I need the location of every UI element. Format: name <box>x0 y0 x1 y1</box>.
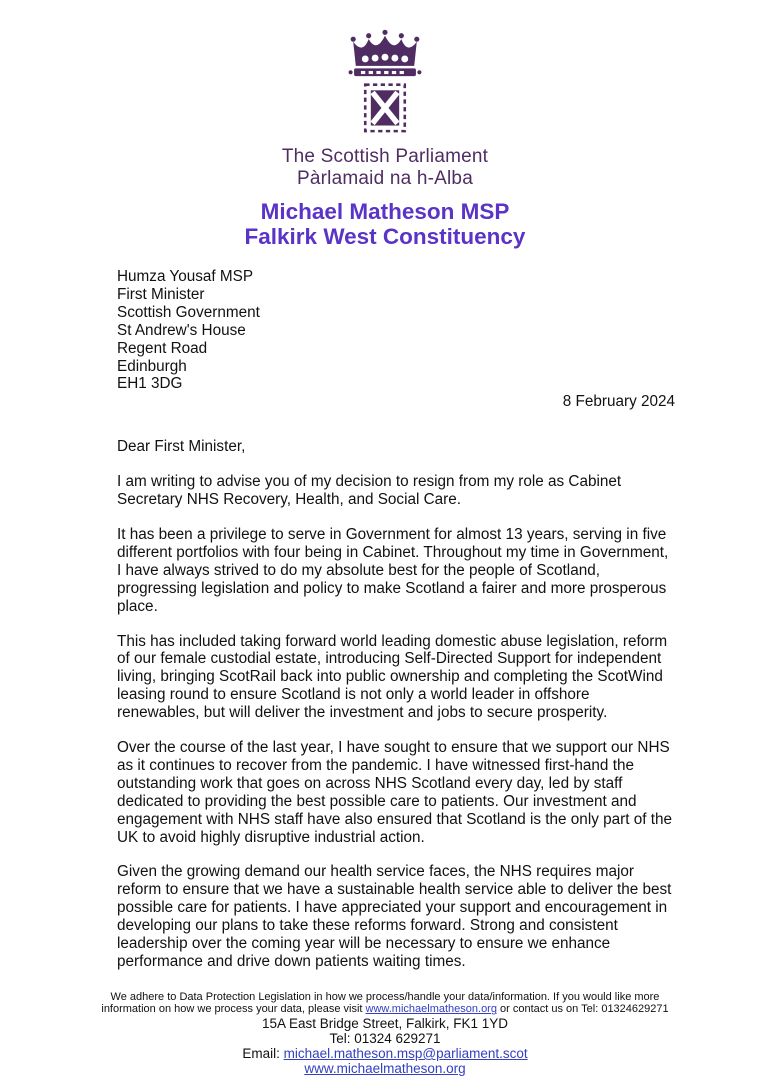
data-protection-notice <box>84 991 686 1016</box>
data-protection-website-link[interactable]: www.michaelmatheson.org <box>365 1003 497 1016</box>
data-protection-text-pre: We adhere to Data Protection Legislation in how we process/handle your data/information. If you would like more information on how we process your data, please visit <box>101 990 660 1016</box>
msp-name: Michael Matheson MSP <box>260 199 510 224</box>
recipient-name: Humza Yousaf MSP <box>117 268 254 285</box>
paragraph-nhs-recovery: Over the course of the last year, I have sought to ensure that we support our NHS as it continues to recover from the pandemic. I have witnessed first-hand the outstanding work that goes on across NHS Scotland every day, led by staff dedicated to providing the best possible care to patients. Our investment and engagement with NHS staff have also ensured that Scotland is the only part of the UK to avoid highly disruptive industrial action. <box>117 739 672 846</box>
paragraph-nhs-reform: Given the growing demand our health service faces, the NHS requires major reform to ensure that we have a sustainable health service able to deliver the best possible care for patients. I have appreciated your support and encouragement in developing our plans to take these reforms forward. Strong and consistent leadership over the coming year will be necessary to ensure we enhance performance and drive down patients waiting times. <box>117 863 672 970</box>
salutation: Dear First Minister, <box>117 438 246 456</box>
org-name-gaelic: Pàrlamaid na h-Alba <box>297 168 473 189</box>
office-address: 15A East Bridge Street, Falkirk, FK1 1YD <box>261 1016 509 1031</box>
masthead <box>0 0 770 249</box>
org-name-english: The Scottish Parliament <box>281 146 489 167</box>
email-label: Email: <box>242 1046 284 1061</box>
recipient-building: St Andrew's House <box>117 321 246 339</box>
recipient-address <box>117 268 675 393</box>
website-link[interactable]: www.michaelmatheson.org <box>304 1061 466 1076</box>
recipient-postcode: EH1 3DG <box>117 375 183 393</box>
paragraph-resignation: I am writing to advise you of my decision to resign from my role as Cabinet Secretary NHS Recovery, Health, and Social Care. <box>117 473 622 509</box>
crown-saltire-icon <box>342 28 428 138</box>
msp-constituency: Falkirk West Constituency <box>244 224 526 249</box>
recipient-city: Edinburgh <box>117 357 187 375</box>
website-line <box>0 1061 770 1076</box>
saltire-flag-icon <box>365 85 405 131</box>
letter-date: 8 February 2024 <box>562 393 675 411</box>
recipient-street: Regent Road <box>117 339 208 357</box>
recipient-title: First Minister <box>117 285 205 303</box>
office-email-line <box>0 1046 770 1061</box>
msp-heading <box>0 199 770 249</box>
data-protection-text-post: or contact us on Tel: 01324629271 <box>496 1003 669 1016</box>
paragraph-privilege: It has been a privilege to serve in Government for almost 13 years, serving in five different portfolios with four being in Cabinet. Throughout my time in Government, I have always strived to do my absolute best for the people of Scotland, progressing legislation and policy to make Scotland a fairer and more prosperous place. <box>117 525 669 615</box>
org-name <box>0 146 770 190</box>
office-telephone: Tel: 01324 629271 <box>329 1031 441 1046</box>
scottish-parliament-logo <box>342 28 428 138</box>
recipient-org: Scottish Government <box>117 303 260 321</box>
letter-body <box>117 268 675 971</box>
paragraph-achievements: This has included taking forward world leading domestic abuse legislation, reform of our female custodial estate, introducing Self-Directed Support for independent living, bringing ScotRail back into public ownership and completing the ScotWind leasing round to ensure Scotland is not only a world leader in offshore renewables, but will deliver the investment and jobs to secure prosperity. <box>117 632 668 722</box>
letter-footer <box>0 991 770 1076</box>
email-link[interactable]: michael.matheson.msp@parliament.scot <box>283 1046 528 1061</box>
